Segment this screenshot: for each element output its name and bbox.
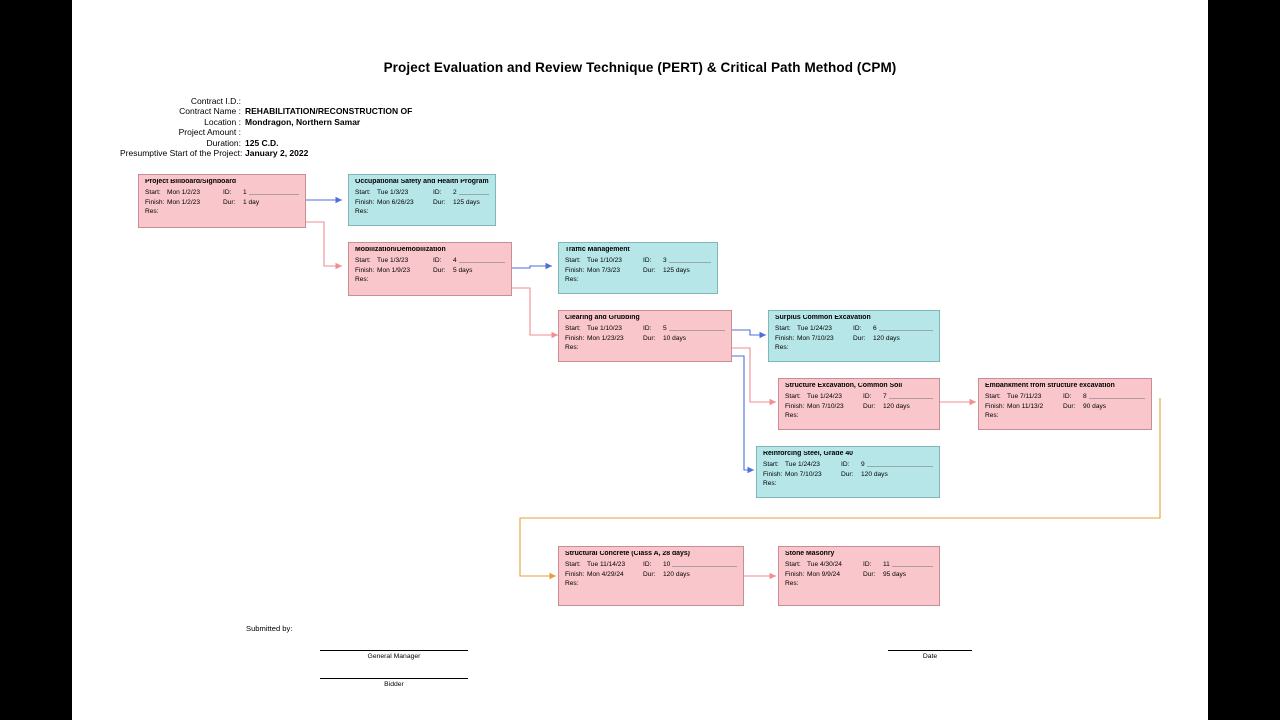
signature-line-date <box>888 650 972 651</box>
rule <box>867 460 933 467</box>
start-value: Tue 11/14/23 <box>587 560 626 568</box>
task-name: Occupational Safety and Health Program <box>355 179 489 185</box>
finish-label: Finish: <box>763 470 783 478</box>
id-value: 4 <box>453 256 457 264</box>
dur-label: Dur: <box>841 470 854 478</box>
id-value: 5 <box>663 324 667 332</box>
res-label: Res: <box>763 480 777 488</box>
finish-value: Mon 9/9/24 <box>807 570 840 578</box>
start-value: Tue 4/30/24 <box>807 560 842 568</box>
start-value: Tue 7/11/23 <box>1007 392 1042 400</box>
info-label: Project Amount : <box>178 127 241 138</box>
res-label: Res: <box>775 344 789 352</box>
dur-label: Dur: <box>643 570 656 578</box>
id-value: 3 <box>663 256 667 264</box>
start-label: Start: <box>565 256 581 264</box>
info-row-start <box>120 148 412 158</box>
res-label: Res: <box>565 344 579 352</box>
dur-label: Dur: <box>863 402 876 410</box>
info-label: Duration: <box>206 137 241 148</box>
dur-label: Dur: <box>1063 402 1076 410</box>
id-label: ID: <box>1063 392 1072 400</box>
start-value: Tue 1/24/23 <box>797 324 832 332</box>
res-label: Res: <box>785 580 799 588</box>
dur-label: Dur: <box>433 266 446 274</box>
rule <box>672 560 737 567</box>
finish-label: Finish: <box>565 266 585 274</box>
task-node-osh-program[interactable] <box>348 174 496 226</box>
dur-value: 120 days <box>663 570 690 578</box>
dur-value: 10 days <box>663 334 687 342</box>
task-name: Structure Excavation, Common Soil <box>785 383 903 389</box>
rule <box>889 392 933 399</box>
task-name: Stone Masonry <box>785 551 835 557</box>
finish-value: Mon 11/13/2 <box>1007 402 1044 410</box>
dur-value: 125 days <box>663 266 690 274</box>
bidder-caption: Bidder <box>384 681 404 688</box>
task-node-project-billboard[interactable] <box>138 174 306 228</box>
rule <box>669 324 725 331</box>
task-node-mobilization[interactable] <box>348 242 512 296</box>
finish-label: Finish: <box>355 198 375 206</box>
start-label: Start: <box>145 188 161 196</box>
info-row-duration <box>120 138 412 148</box>
res-label: Res: <box>985 412 999 420</box>
id-label: ID: <box>841 460 850 468</box>
submitted-by-label: Submitted by: <box>246 624 293 633</box>
res-label: Res: <box>355 276 369 284</box>
rule <box>879 324 933 331</box>
id-value: 1 <box>243 188 247 196</box>
finish-value: Mon 1/9/23 <box>377 266 410 274</box>
finish-label: Finish: <box>565 570 585 578</box>
info-row-location <box>120 117 412 127</box>
finish-value: Mon 4/29/24 <box>587 570 624 578</box>
start-label: Start: <box>355 188 371 196</box>
task-name: Mobilization/Demobilization <box>355 247 446 253</box>
start-label: Start: <box>565 324 581 332</box>
page-title: Project Evaluation and Review Technique (PERT) & Critical Path Method (CPM) <box>383 60 897 75</box>
rule <box>1089 392 1145 399</box>
start-value: Tue 1/10/23 <box>587 256 622 264</box>
dur-value: 120 days <box>873 334 900 342</box>
task-name: Project Billboard/Signboard <box>145 179 237 185</box>
info-value: January 2, 2022 <box>245 147 309 158</box>
finish-value: Mon 1/2/23 <box>167 198 200 206</box>
rule <box>892 560 933 567</box>
dur-value: 120 days <box>861 470 888 478</box>
info-value: 125 C.D. <box>245 137 279 148</box>
id-label: ID: <box>643 560 652 568</box>
start-label: Start: <box>355 256 371 264</box>
task-node-structural-concrete[interactable] <box>558 546 744 606</box>
task-node-surplus-common-excavation[interactable] <box>768 310 940 362</box>
task-name: Traffic Management <box>565 247 630 253</box>
id-value: 2 <box>453 188 457 196</box>
task-node-clearing-and-grubbing[interactable] <box>558 310 732 362</box>
start-value: Mon 1/2/23 <box>167 188 200 196</box>
info-value: Mondragon, Northern Samar <box>245 116 361 127</box>
start-value: Tue 1/24/23 <box>807 392 842 400</box>
id-label: ID: <box>433 256 442 264</box>
signature-line-general-manager <box>320 650 468 651</box>
task-name: Clearing and Grubbing <box>565 315 640 321</box>
info-row-contract-name <box>120 106 412 116</box>
info-label: Location : <box>204 116 241 127</box>
finish-label: Finish: <box>985 402 1005 410</box>
start-label: Start: <box>785 560 801 568</box>
diagram-page <box>72 0 1208 720</box>
rule <box>669 256 711 263</box>
finish-label: Finish: <box>565 334 585 342</box>
res-label: Res: <box>145 208 159 216</box>
start-label: Start: <box>785 392 801 400</box>
finish-value: Mon 7/3/23 <box>587 266 620 274</box>
task-name: Structural Concrete (Class A, 28 days) <box>565 551 690 557</box>
id-value: 6 <box>873 324 877 332</box>
finish-value: Mon 7/10/23 <box>785 470 822 478</box>
dur-value: 120 days <box>883 402 910 410</box>
start-label: Start: <box>985 392 1001 400</box>
contract-info <box>120 96 412 158</box>
task-node-traffic-management[interactable] <box>558 242 718 294</box>
id-label: ID: <box>433 188 442 196</box>
start-value: Tue 1/24/23 <box>785 460 820 468</box>
signature-line-bidder <box>320 678 468 679</box>
info-row-project-amount <box>120 127 412 137</box>
id-label: ID: <box>853 324 862 332</box>
id-label: ID: <box>643 324 652 332</box>
dur-label: Dur: <box>863 570 876 578</box>
dur-label: Dur: <box>853 334 866 342</box>
res-label: Res: <box>565 276 579 284</box>
id-label: ID: <box>863 560 872 568</box>
start-value: Tue 1/3/23 <box>377 256 409 264</box>
id-label: ID: <box>643 256 652 264</box>
date-caption: Date <box>922 653 938 660</box>
start-label: Start: <box>775 324 791 332</box>
task-name: Surplus Common Excavation <box>775 315 871 321</box>
finish-label: Finish: <box>785 402 805 410</box>
finish-label: Finish: <box>145 198 165 206</box>
general-manager-caption: General Manager <box>367 653 421 660</box>
rule <box>459 188 489 195</box>
start-value: Tue 1/3/23 <box>377 188 409 196</box>
rule <box>459 256 505 263</box>
info-value: REHABILITATION/RECONSTRUCTION OF <box>245 106 413 117</box>
finish-value: Mon 7/10/23 <box>807 402 844 410</box>
finish-label: Finish: <box>775 334 795 342</box>
dur-value: 1 day <box>243 198 260 206</box>
finish-label: Finish: <box>355 266 375 274</box>
id-value: 9 <box>861 460 865 468</box>
id-value: 10 <box>663 560 671 568</box>
rule <box>249 188 299 195</box>
dur-value: 90 days <box>1083 402 1107 410</box>
info-row-contract-id <box>120 96 412 106</box>
start-value: Tue 1/10/23 <box>587 324 622 332</box>
task-name: Reinforcing Steel, Grade 40 <box>763 451 853 457</box>
dur-value: 125 days <box>453 198 480 206</box>
dur-label: Dur: <box>223 198 236 206</box>
task-node-stone-masonry[interactable] <box>778 546 940 606</box>
res-label: Res: <box>355 208 369 216</box>
finish-value: Mon 1/23/23 <box>587 334 624 342</box>
id-value: 7 <box>883 392 887 400</box>
id-value: 11 <box>883 560 890 568</box>
task-node-structure-excavation-common-soil[interactable] <box>778 378 940 430</box>
res-label: Res: <box>785 412 799 420</box>
task-node-embankment-from-structure-excavation[interactable] <box>978 378 1152 430</box>
dur-value: 95 days <box>883 570 907 578</box>
finish-value: Mon 7/10/23 <box>797 334 834 342</box>
task-name: Embankment from structure excavation <box>985 383 1115 389</box>
dur-label: Dur: <box>643 266 656 274</box>
dur-value: 5 days <box>453 266 473 274</box>
res-label: Res: <box>565 580 579 588</box>
info-label: Presumptive Start of the Project: <box>120 147 243 158</box>
dur-label: Dur: <box>643 334 656 342</box>
id-label: ID: <box>863 392 872 400</box>
id-value: 8 <box>1083 392 1087 400</box>
task-node-reinforcing-steel-grade-40[interactable] <box>756 446 940 498</box>
dur-label: Dur: <box>433 198 446 206</box>
finish-value: Mon 6/26/23 <box>377 198 414 206</box>
info-label: Contract Name : <box>179 106 241 117</box>
id-label: ID: <box>223 188 232 196</box>
start-label: Start: <box>565 560 581 568</box>
start-label: Start: <box>763 460 779 468</box>
finish-label: Finish: <box>785 570 805 578</box>
info-label: Contract I.D.: <box>190 96 241 106</box>
